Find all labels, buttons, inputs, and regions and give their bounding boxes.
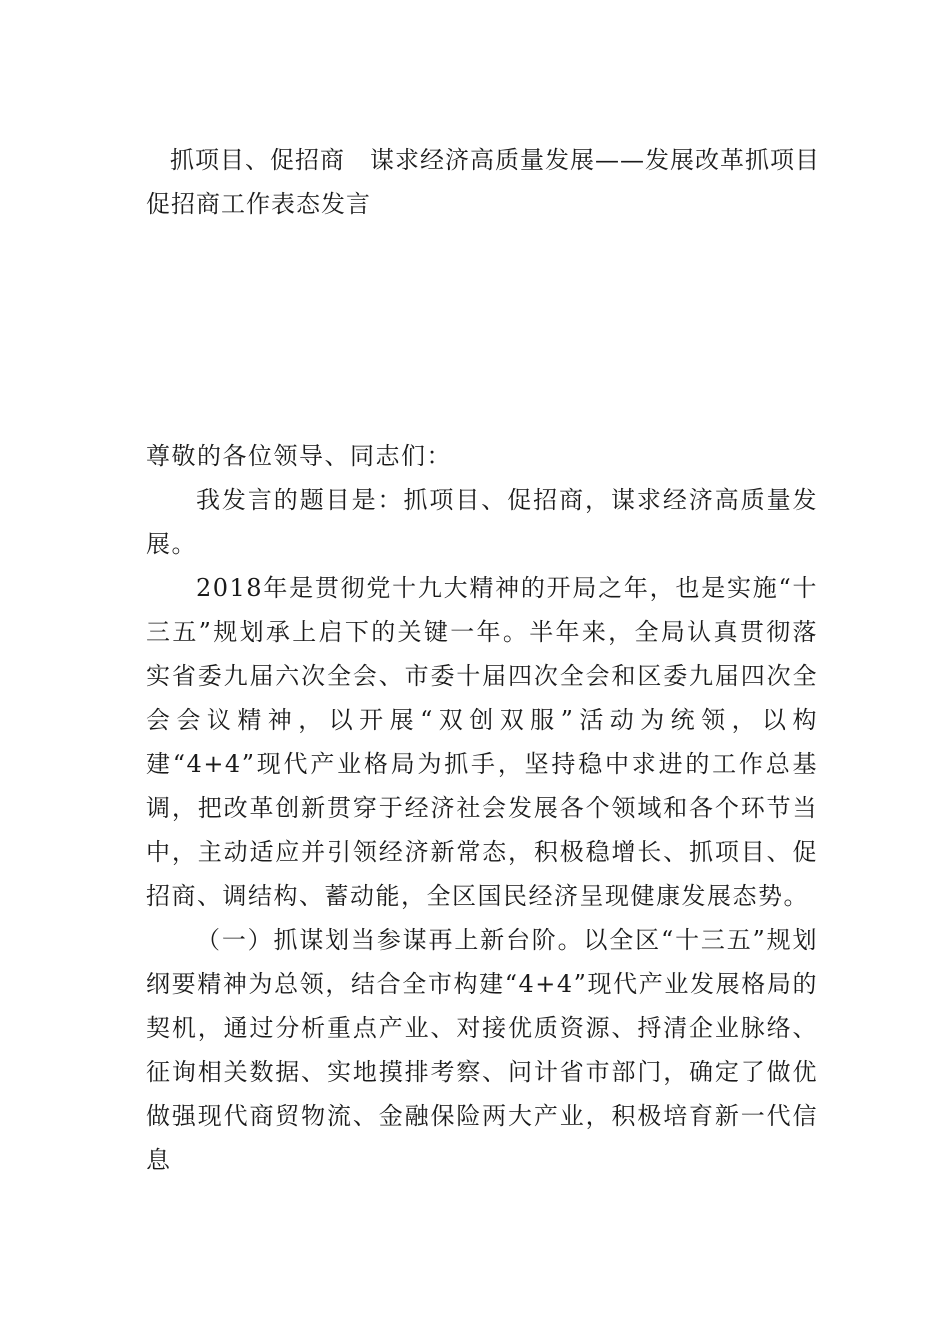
paragraph-section-one: （一）抓谋划当参谋再上新台阶。以全区“十三五”规划纲要精神为总领，结合全市构建“4+4”现代产业发展格局的契机，通过分析重点产业、对接优质资源、捋清企业脉络、征询相关数据、实地摸排考察、问计省市部门，确定了做优做强现代商贸物流、金融保险两大产业，积极培育新一代信息 xyxy=(146,926,818,1174)
salutation: 尊敬的各位领导、同志们： xyxy=(146,442,452,470)
paragraph-topic: 我发言的题目是：抓项目、促招商，谋求经济高质量发展。 xyxy=(146,486,818,558)
document-body xyxy=(146,434,818,1182)
document-title: 抓项目、促招商 谋求经济高质量发展——发展改革抓项目促招商工作表态发言 xyxy=(146,146,820,218)
paragraph-overview: 2018年是贯彻党十九大精神的开局之年，也是实施“十三五”规划承上启下的关键一年。半年来，全局认真贯彻落实省委九届六次全会、市委十届四次全会和区委九届四次全会会议精神，以开展“双创双服”活动为统领，以构建“4+4”现代产业格局为抓手，坚持稳中求进的工作总基调，把改革创新贯穿于经济社会发展各个领域和各个环节当中，主动适应并引领经济新常态，积极稳增长、抓项目、促招商、调结构、蓄动能，全区国民经济呈现健康发展态势。 xyxy=(146,574,818,910)
